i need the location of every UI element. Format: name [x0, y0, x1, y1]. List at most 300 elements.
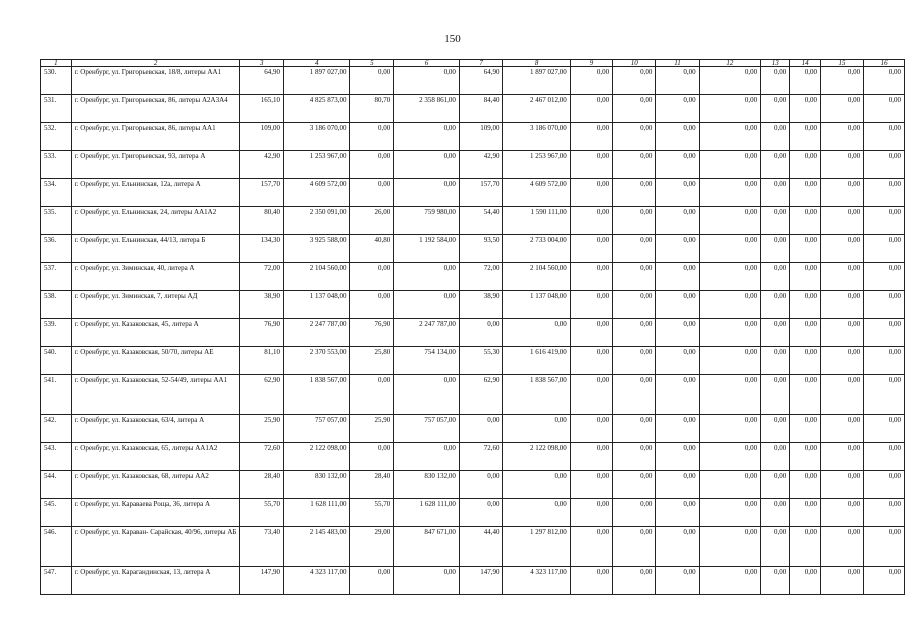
- value-cell: 0,00: [699, 95, 761, 123]
- address-cell: г. Оренбург, ул. Григорьевская, 18/8, литеры АА1: [71, 67, 240, 95]
- value-cell: 0,00: [864, 375, 905, 415]
- value-cell: 109,00: [240, 123, 284, 151]
- row-number: 541.: [41, 375, 72, 415]
- value-cell: 76,90: [240, 319, 284, 347]
- row-number: 543.: [41, 443, 72, 471]
- value-cell: 0,00: [699, 567, 761, 595]
- row-number: 545.: [41, 499, 72, 527]
- table-row: [41, 235, 905, 263]
- table-row: [41, 319, 905, 347]
- value-cell: 0,00: [820, 179, 863, 207]
- value-cell: 62,90: [240, 375, 284, 415]
- value-cell: 0,00: [656, 443, 699, 471]
- value-cell: 2 467 012,00: [503, 95, 570, 123]
- value-cell: 0,00: [570, 471, 612, 499]
- value-cell: 1 297 812,00: [503, 527, 570, 567]
- value-cell: 0,00: [864, 291, 905, 319]
- value-cell: 0,00: [761, 415, 790, 443]
- value-cell: 0,00: [761, 347, 790, 375]
- value-cell: 0,00: [864, 95, 905, 123]
- address-cell: г. Оренбург, ул. Ельнинская, 44/13, литера Б: [71, 235, 240, 263]
- value-cell: 0,00: [459, 499, 503, 527]
- address-cell: г. Оренбург, ул. Ельнинская, 24, литеры АА1А2: [71, 207, 240, 235]
- value-cell: 157,70: [459, 179, 503, 207]
- column-number-header: 5: [350, 60, 394, 67]
- row-number: 535.: [41, 207, 72, 235]
- value-cell: 0,00: [656, 375, 699, 415]
- value-cell: 0,00: [656, 291, 699, 319]
- row-number: 544.: [41, 471, 72, 499]
- value-cell: 40,80: [350, 235, 394, 263]
- value-cell: 0,00: [699, 347, 761, 375]
- value-cell: 0,00: [394, 263, 460, 291]
- value-cell: 0,00: [864, 151, 905, 179]
- value-cell: 0,00: [656, 67, 699, 95]
- value-cell: 0,00: [790, 499, 821, 527]
- value-cell: 1 628 111,00: [284, 499, 350, 527]
- value-cell: 0,00: [570, 375, 612, 415]
- value-cell: 0,00: [790, 443, 821, 471]
- value-cell: 0,00: [570, 415, 612, 443]
- value-cell: 0,00: [656, 319, 699, 347]
- value-cell: 0,00: [613, 443, 656, 471]
- value-cell: 0,00: [820, 263, 863, 291]
- value-cell: 0,00: [790, 471, 821, 499]
- value-cell: 0,00: [761, 471, 790, 499]
- row-number: 530.: [41, 67, 72, 95]
- column-number-header: 13: [761, 60, 790, 67]
- value-cell: 0,00: [350, 67, 394, 95]
- value-cell: 55,70: [350, 499, 394, 527]
- value-cell: 0,00: [656, 95, 699, 123]
- value-cell: 0,00: [656, 263, 699, 291]
- table-row: [41, 443, 905, 471]
- value-cell: 0,00: [761, 207, 790, 235]
- value-cell: 0,00: [613, 151, 656, 179]
- value-cell: 0,00: [761, 567, 790, 595]
- value-cell: 1 616 419,00: [503, 347, 570, 375]
- value-cell: 0,00: [394, 443, 460, 471]
- value-cell: 3 925 588,00: [284, 235, 350, 263]
- value-cell: 0,00: [613, 95, 656, 123]
- value-cell: 0,00: [761, 319, 790, 347]
- table-row: [41, 347, 905, 375]
- value-cell: 0,00: [503, 319, 570, 347]
- value-cell: 0,00: [699, 291, 761, 319]
- value-cell: 0,00: [864, 263, 905, 291]
- table-row: [41, 499, 905, 527]
- value-cell: 0,00: [656, 347, 699, 375]
- value-cell: 0,00: [820, 151, 863, 179]
- value-cell: 0,00: [656, 123, 699, 151]
- value-cell: 2 122 098,00: [503, 443, 570, 471]
- value-cell: 25,80: [350, 347, 394, 375]
- value-cell: 54,40: [459, 207, 503, 235]
- value-cell: 81,10: [240, 347, 284, 375]
- value-cell: 0,00: [350, 375, 394, 415]
- value-cell: 0,00: [699, 123, 761, 151]
- value-cell: 0,00: [864, 443, 905, 471]
- value-cell: 0,00: [864, 67, 905, 95]
- value-cell: 0,00: [699, 527, 761, 567]
- value-cell: 847 671,00: [394, 527, 460, 567]
- value-cell: 0,00: [699, 375, 761, 415]
- value-cell: 0,00: [820, 527, 863, 567]
- value-cell: 38,90: [240, 291, 284, 319]
- value-cell: 1 137 048,00: [503, 291, 570, 319]
- column-number-header: 16: [864, 60, 905, 67]
- address-cell: г. Оренбург, ул. Казаковская, 52-54/49, литеры АА1: [71, 375, 240, 415]
- value-cell: 4 323 117,00: [503, 567, 570, 595]
- value-cell: 759 980,00: [394, 207, 460, 235]
- value-cell: 0,00: [790, 347, 821, 375]
- value-cell: 0,00: [761, 235, 790, 263]
- value-cell: 0,00: [613, 471, 656, 499]
- address-cell: г. Оренбург, ул. Карагандинская, 13, литера А: [71, 567, 240, 595]
- value-cell: 0,00: [570, 179, 612, 207]
- value-cell: 0,00: [570, 319, 612, 347]
- value-cell: 0,00: [761, 443, 790, 471]
- value-cell: 1 628 111,00: [394, 499, 460, 527]
- value-cell: 0,00: [570, 151, 612, 179]
- address-cell: г. Оренбург, ул. Зиминская, 40, литера А: [71, 263, 240, 291]
- value-cell: 0,00: [864, 123, 905, 151]
- value-cell: 0,00: [459, 415, 503, 443]
- value-cell: 0,00: [350, 123, 394, 151]
- page-number: 150: [444, 33, 461, 45]
- value-cell: 44,40: [459, 527, 503, 567]
- value-cell: 0,00: [864, 347, 905, 375]
- value-cell: 0,00: [613, 67, 656, 95]
- address-cell: г. Оренбург, ул. Григорьевская, 86, литеры А2А3А4: [71, 95, 240, 123]
- value-cell: 0,00: [570, 499, 612, 527]
- address-cell: г. Оренбург, ул. Казаковская, 68, литеры АА2: [71, 471, 240, 499]
- value-cell: 0,00: [394, 151, 460, 179]
- column-number-header: 2: [71, 60, 240, 67]
- table-row: [41, 375, 905, 415]
- value-cell: 0,00: [790, 567, 821, 595]
- value-cell: 0,00: [613, 319, 656, 347]
- value-cell: 0,00: [820, 95, 863, 123]
- value-cell: 0,00: [699, 179, 761, 207]
- value-cell: 0,00: [699, 207, 761, 235]
- value-cell: 0,00: [459, 319, 503, 347]
- column-number-header: 14: [790, 60, 821, 67]
- value-cell: 0,00: [656, 527, 699, 567]
- value-cell: 0,00: [820, 235, 863, 263]
- value-cell: 4 609 572,00: [503, 179, 570, 207]
- table-row: [41, 471, 905, 499]
- address-cell: г. Оренбург, ул. Ельнинская, 12а, литера А: [71, 179, 240, 207]
- value-cell: 109,00: [459, 123, 503, 151]
- row-number: 534.: [41, 179, 72, 207]
- value-cell: 0,00: [656, 499, 699, 527]
- value-cell: 0,00: [761, 263, 790, 291]
- value-cell: 0,00: [613, 263, 656, 291]
- value-cell: 0,00: [820, 415, 863, 443]
- value-cell: 830 132,00: [394, 471, 460, 499]
- column-number-header: 11: [656, 60, 699, 67]
- value-cell: 0,00: [350, 151, 394, 179]
- value-cell: 0,00: [761, 123, 790, 151]
- value-cell: 25,90: [240, 415, 284, 443]
- value-cell: 80,70: [350, 95, 394, 123]
- value-cell: 0,00: [570, 235, 612, 263]
- table-row: [41, 415, 905, 443]
- table-row: [41, 207, 905, 235]
- value-cell: 0,00: [790, 151, 821, 179]
- address-cell: г. Оренбург, ул. Караван- Сарайская, 40/96, литеры АБ: [71, 527, 240, 567]
- value-cell: 0,00: [864, 527, 905, 567]
- value-cell: 0,00: [820, 567, 863, 595]
- value-cell: 64,90: [459, 67, 503, 95]
- value-cell: 0,00: [790, 415, 821, 443]
- value-cell: 0,00: [394, 291, 460, 319]
- value-cell: 0,00: [790, 67, 821, 95]
- column-number-header: 1: [41, 60, 72, 67]
- column-number-header: 15: [820, 60, 863, 67]
- value-cell: 0,00: [656, 415, 699, 443]
- value-cell: 0,00: [699, 67, 761, 95]
- value-cell: 72,60: [240, 443, 284, 471]
- value-cell: 0,00: [761, 291, 790, 319]
- value-cell: 1 253 967,00: [284, 151, 350, 179]
- value-cell: 0,00: [699, 319, 761, 347]
- value-cell: 0,00: [820, 67, 863, 95]
- column-number-header: 9: [570, 60, 612, 67]
- value-cell: 25,90: [350, 415, 394, 443]
- value-cell: 0,00: [570, 567, 612, 595]
- row-number: 536.: [41, 235, 72, 263]
- value-cell: 0,00: [613, 375, 656, 415]
- value-cell: 0,00: [761, 375, 790, 415]
- value-cell: 0,00: [790, 263, 821, 291]
- value-cell: 0,00: [790, 235, 821, 263]
- column-number-header: 8: [503, 60, 570, 67]
- row-number: 537.: [41, 263, 72, 291]
- table-row: [41, 291, 905, 319]
- value-cell: 1 838 567,00: [284, 375, 350, 415]
- value-cell: 93,50: [459, 235, 503, 263]
- value-cell: 64,90: [240, 67, 284, 95]
- value-cell: 754 134,00: [394, 347, 460, 375]
- column-number-row: [41, 60, 905, 67]
- table-row: [41, 527, 905, 567]
- value-cell: 0,00: [350, 567, 394, 595]
- value-cell: 0,00: [656, 179, 699, 207]
- value-cell: 0,00: [656, 151, 699, 179]
- row-number: 533.: [41, 151, 72, 179]
- value-cell: 134,30: [240, 235, 284, 263]
- value-cell: 0,00: [790, 95, 821, 123]
- value-cell: 0,00: [699, 235, 761, 263]
- value-cell: 0,00: [761, 527, 790, 567]
- value-cell: 0,00: [613, 207, 656, 235]
- value-cell: 0,00: [820, 375, 863, 415]
- value-cell: 0,00: [394, 67, 460, 95]
- value-cell: 2 104 560,00: [284, 263, 350, 291]
- value-cell: 84,40: [459, 95, 503, 123]
- value-cell: 0,00: [656, 235, 699, 263]
- address-cell: г. Оренбург, ул. Григорьевская, 86, литеры АА1: [71, 123, 240, 151]
- value-cell: 157,70: [240, 179, 284, 207]
- value-cell: 0,00: [699, 499, 761, 527]
- value-cell: 2 145 483,00: [284, 527, 350, 567]
- value-cell: 1 137 048,00: [284, 291, 350, 319]
- value-cell: 0,00: [613, 499, 656, 527]
- row-number: 532.: [41, 123, 72, 151]
- value-cell: 0,00: [350, 179, 394, 207]
- value-cell: 0,00: [864, 567, 905, 595]
- value-cell: 0,00: [790, 319, 821, 347]
- table-row: [41, 123, 905, 151]
- value-cell: 0,00: [613, 415, 656, 443]
- value-cell: 2 104 560,00: [503, 263, 570, 291]
- row-number: 546.: [41, 527, 72, 567]
- value-cell: 0,00: [570, 527, 612, 567]
- column-number-header: 4: [284, 60, 350, 67]
- table-row: [41, 263, 905, 291]
- value-cell: 0,00: [459, 471, 503, 499]
- value-cell: 0,00: [350, 291, 394, 319]
- value-cell: 1 897 027,00: [284, 67, 350, 95]
- column-number-header: 3: [240, 60, 284, 67]
- value-cell: 80,40: [240, 207, 284, 235]
- value-cell: 0,00: [613, 123, 656, 151]
- value-cell: 62,90: [459, 375, 503, 415]
- value-cell: 2 122 098,00: [284, 443, 350, 471]
- value-cell: 0,00: [656, 207, 699, 235]
- value-cell: 0,00: [820, 443, 863, 471]
- value-cell: 1 897 027,00: [503, 67, 570, 95]
- value-cell: 0,00: [790, 291, 821, 319]
- value-cell: 0,00: [503, 471, 570, 499]
- value-cell: 2 247 787,00: [284, 319, 350, 347]
- row-number: 539.: [41, 319, 72, 347]
- value-cell: 38,90: [459, 291, 503, 319]
- value-cell: 0,00: [570, 207, 612, 235]
- value-cell: 0,00: [864, 471, 905, 499]
- value-cell: 0,00: [761, 179, 790, 207]
- address-cell: г. Оренбург, ул. Казаковская, 65, литеры АА1А2: [71, 443, 240, 471]
- value-cell: 0,00: [570, 95, 612, 123]
- value-cell: 0,00: [699, 443, 761, 471]
- value-cell: 0,00: [613, 567, 656, 595]
- value-cell: 3 186 070,00: [503, 123, 570, 151]
- value-cell: 2 733 004,00: [503, 235, 570, 263]
- value-cell: 28,40: [350, 471, 394, 499]
- value-cell: 4 825 873,00: [284, 95, 350, 123]
- value-cell: 0,00: [790, 179, 821, 207]
- row-number: 540.: [41, 347, 72, 375]
- value-cell: 0,00: [820, 207, 863, 235]
- value-cell: 0,00: [820, 499, 863, 527]
- value-cell: 0,00: [570, 67, 612, 95]
- value-cell: 147,90: [240, 567, 284, 595]
- table-row: [41, 567, 905, 595]
- value-cell: 0,00: [570, 291, 612, 319]
- value-cell: 0,00: [790, 527, 821, 567]
- value-cell: 0,00: [699, 263, 761, 291]
- value-cell: 3 186 070,00: [284, 123, 350, 151]
- address-cell: г. Оренбург, ул. Зиминская, 7, литеры АД: [71, 291, 240, 319]
- address-cell: г. Оренбург, ул. Казаковская, 63/4, литера А: [71, 415, 240, 443]
- table-row: [41, 151, 905, 179]
- value-cell: 0,00: [790, 375, 821, 415]
- value-cell: 165,10: [240, 95, 284, 123]
- value-cell: 0,00: [394, 123, 460, 151]
- column-number-header: 7: [459, 60, 503, 67]
- value-cell: 72,00: [459, 263, 503, 291]
- value-cell: 0,00: [761, 151, 790, 179]
- value-cell: 4 323 117,00: [284, 567, 350, 595]
- value-cell: 0,00: [613, 179, 656, 207]
- value-cell: 0,00: [570, 123, 612, 151]
- value-cell: 0,00: [820, 123, 863, 151]
- value-cell: 0,00: [761, 95, 790, 123]
- value-cell: 757 057,00: [284, 415, 350, 443]
- value-cell: 757 057,00: [394, 415, 460, 443]
- value-cell: 0,00: [613, 527, 656, 567]
- value-cell: 0,00: [761, 499, 790, 527]
- column-number-header: 12: [699, 60, 761, 67]
- value-cell: 42,90: [240, 151, 284, 179]
- value-cell: 0,00: [503, 499, 570, 527]
- value-cell: 1 590 111,00: [503, 207, 570, 235]
- column-number-header: 6: [394, 60, 460, 67]
- value-cell: 0,00: [864, 319, 905, 347]
- value-cell: 0,00: [820, 291, 863, 319]
- table-row: [41, 179, 905, 207]
- value-cell: 55,30: [459, 347, 503, 375]
- address-cell: г. Оренбург, ул. Казаковская, 50/70, литеры АЕ: [71, 347, 240, 375]
- value-cell: 0,00: [613, 235, 656, 263]
- value-cell: 0,00: [790, 123, 821, 151]
- value-cell: 26,00: [350, 207, 394, 235]
- value-cell: 72,00: [240, 263, 284, 291]
- value-cell: 0,00: [864, 235, 905, 263]
- value-cell: 0,00: [864, 207, 905, 235]
- value-cell: 76,90: [350, 319, 394, 347]
- value-cell: 0,00: [394, 179, 460, 207]
- value-cell: 1 253 967,00: [503, 151, 570, 179]
- row-number: 547.: [41, 567, 72, 595]
- value-cell: 147,90: [459, 567, 503, 595]
- address-cell: г. Оренбург, ул. Казаковская, 45, литера А: [71, 319, 240, 347]
- value-cell: 29,00: [350, 527, 394, 567]
- value-cell: 0,00: [656, 471, 699, 499]
- value-cell: 0,00: [699, 415, 761, 443]
- value-cell: 0,00: [761, 67, 790, 95]
- value-cell: 0,00: [699, 471, 761, 499]
- value-cell: 2 358 861,00: [394, 95, 460, 123]
- value-cell: 73,40: [240, 527, 284, 567]
- value-cell: 0,00: [570, 263, 612, 291]
- table-row: [41, 95, 905, 123]
- value-cell: 0,00: [570, 443, 612, 471]
- value-cell: 0,00: [864, 499, 905, 527]
- value-cell: 2 247 787,00: [394, 319, 460, 347]
- value-cell: 0,00: [613, 291, 656, 319]
- value-cell: 0,00: [613, 347, 656, 375]
- value-cell: 28,40: [240, 471, 284, 499]
- row-number: 538.: [41, 291, 72, 319]
- row-number: 531.: [41, 95, 72, 123]
- value-cell: 0,00: [790, 207, 821, 235]
- value-cell: 0,00: [864, 415, 905, 443]
- value-cell: 0,00: [820, 471, 863, 499]
- value-cell: 830 132,00: [284, 471, 350, 499]
